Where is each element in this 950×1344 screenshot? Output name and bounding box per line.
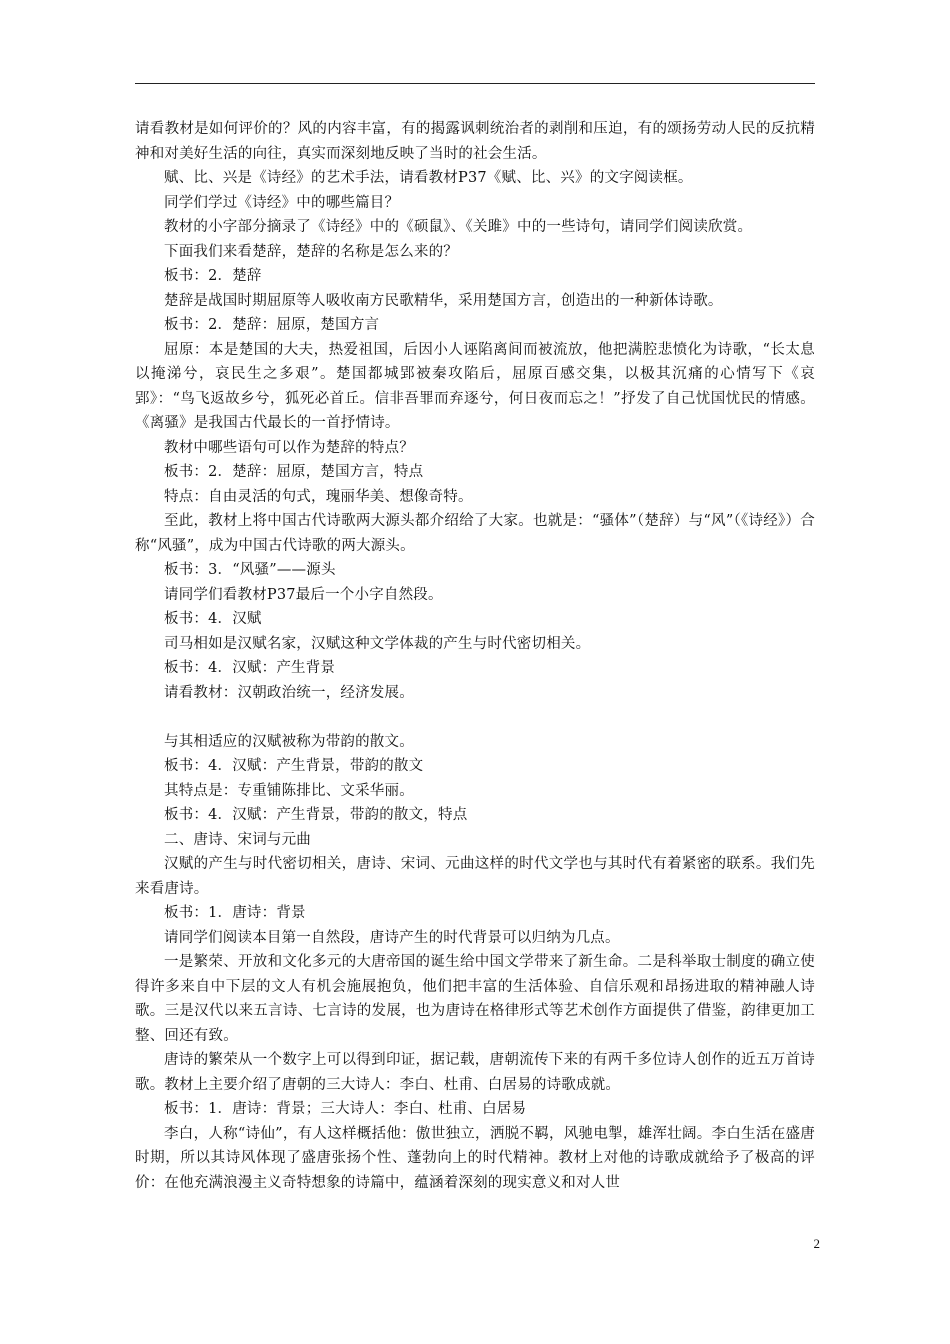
blank-line bbox=[135, 705, 815, 730]
paragraph: 唐诗的繁荣从一个数字上可以得到印证，据记载，唐朝流传下来的有两千多位诗人创作的近五万首诗歌。教材上主要介绍了唐朝的三大诗人：李白、杜甫、白居易的诗歌成就。 bbox=[135, 1052, 815, 1093]
board-note: 板书：4．汉赋：产生背景，带韵的散文，特点 bbox=[164, 807, 468, 823]
board-note: 板书：2．楚辞 bbox=[164, 268, 262, 284]
paragraph: 屈原：本是楚国的大夫，热爱祖国，后因小人诬陷离间而被流放，他把满腔悲愤化为诗歌，“长太息以掩涕兮，哀民生之多艰”。楚国都城郢被秦攻陷后，屈原百感交集，以极其沉痛的心情写下《哀郢》：“鸟飞返故乡兮，狐死必首丘。信非吾罪而弃逐兮，何日夜而忘之！”抒发了自己忧国忧民的情感。《离骚》是我国古代最长的一首抒情诗。 bbox=[135, 341, 815, 431]
paragraph: 同学们学过《诗经》中的哪些篇目？ bbox=[164, 194, 400, 211]
paragraph: 至此，教材上将中国古代诗歌两大源头都介绍给了大家。也就是：“骚体”（楚辞）与“风”（《诗经》）合称“风骚”，成为中国古代诗歌的两大源头。 bbox=[135, 513, 815, 554]
paragraph: 请同学们看教材P37最后一个小字自然段。 bbox=[164, 586, 443, 603]
document-body bbox=[135, 117, 815, 1195]
board-note: 板书：4．汉赋：产生背景，带韵的散文 bbox=[164, 758, 424, 774]
paragraph: 教材中哪些语句可以作为楚辞的特点？ bbox=[164, 439, 414, 456]
board-note: 板书：4．汉赋 bbox=[164, 611, 262, 627]
board-note: 板书：1．唐诗：背景 bbox=[164, 905, 306, 921]
paragraph: 特点：自由灵活的句式，瑰丽华美、想像奇特。 bbox=[164, 488, 473, 505]
paragraph: 请看教材：汉朝政治统一，经济发展。 bbox=[164, 684, 414, 701]
paragraph: 请看教材是如何评价的？风的内容丰富，有的揭露讽刺统治者的剥削和压迫，有的颂扬劳动人民的反抗精神和对美好生活的向往，真实而深刻地反映了当时的社会生活。 bbox=[135, 121, 815, 162]
paragraph: 赋、比、兴是《诗经》的艺术手法，请看教材P37《赋、比、兴》的文字阅读框。 bbox=[164, 170, 693, 186]
paragraph: 汉赋的产生与时代密切相关，唐诗、宋词、元曲这样的时代文学也与其时代有着紧密的联系。我们先来看唐诗。 bbox=[135, 856, 815, 897]
header-rule bbox=[135, 83, 815, 84]
section-heading: 二、唐诗、宋词与元曲 bbox=[164, 831, 311, 848]
paragraph: 与其相适应的汉赋被称为带韵的散文。 bbox=[164, 733, 414, 750]
board-note: 板书：4．汉赋：产生背景 bbox=[164, 660, 336, 676]
paragraph: 李白，人称“诗仙”，有人这样概括他：傲世独立，洒脱不羁，风驰电掣，雄浑壮阔。李白生活在盛唐时期，所以其诗风体现了盛唐张扬个性、蓬勃向上的时代精神。教材上对他的诗歌成就给予了极高的评价：在他充满浪漫主义奇特想象的诗篇中，蕴涵着深刻的现实意义和对人世 bbox=[135, 1125, 815, 1191]
paragraph: 教材的小字部分摘录了《诗经》中的《硕鼠》、《关雎》中的一些诗句，请同学们阅读欣赏。 bbox=[164, 219, 753, 235]
paragraph: 其特点是：专重铺陈排比、文采华丽。 bbox=[164, 782, 414, 799]
page-number: 2 bbox=[813, 1236, 820, 1251]
board-note: 板书：2．楚辞：屈原，楚国方言，特点 bbox=[164, 464, 424, 480]
board-note: 板书：3．“风骚”——源头 bbox=[164, 562, 336, 578]
paragraph: 司马相如是汉赋名家，汉赋这种文学体裁的产生与时代密切相关。 bbox=[164, 635, 591, 652]
paragraph: 一是繁荣、开放和文化多元的大唐帝国的诞生给中国文学带来了新生命。二是科举取士制度的确立使得许多来自中下层的文人有机会施展抱负，他们把丰富的生活体验、自信乐观和昂扬进取的精神融人诗歌。三是汉代以来五言诗、七言诗的发展，也为唐诗在格律形式等艺术创作方面提供了借鉴，韵律更加工整、回还有致。 bbox=[135, 954, 815, 1044]
paragraph: 楚辞是战国时期屈原等人吸收南方民歌精华，采用楚国方言，创造出的一种新体诗歌。 bbox=[164, 292, 723, 309]
paragraph: 下面我们来看楚辞，楚辞的名称是怎么来的？ bbox=[164, 243, 458, 260]
board-note: 板书：1．唐诗：背景；三大诗人：李白、杜甫、白居易 bbox=[164, 1101, 527, 1117]
paragraph: 请同学们阅读本目第一自然段，唐诗产生的时代背景可以归纳为几点。 bbox=[164, 929, 620, 946]
board-note: 板书：2．楚辞：屈原，楚国方言 bbox=[164, 317, 380, 333]
